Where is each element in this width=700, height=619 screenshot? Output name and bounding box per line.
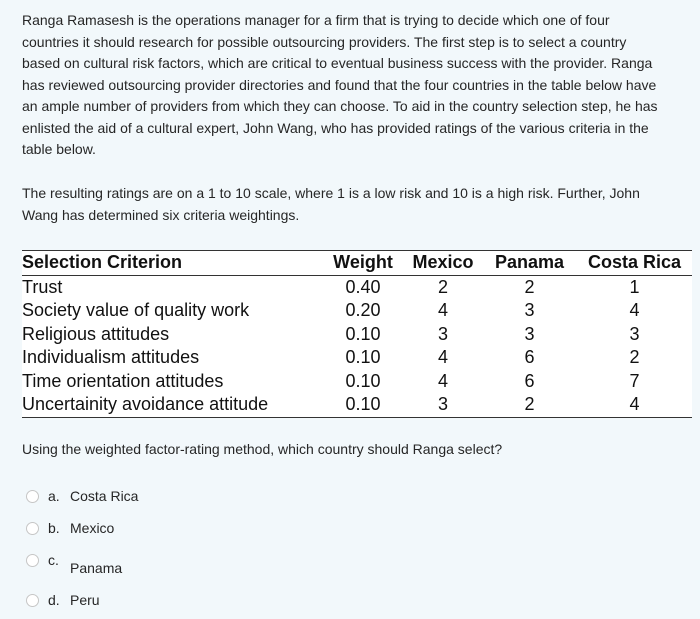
weight-cell: 0.10 [345, 347, 381, 367]
table-row [22, 323, 692, 347]
option-label: Panama [70, 560, 123, 576]
criterion-name: Trust [22, 276, 63, 297]
header-costa-rica: Costa Rica [577, 251, 692, 276]
weight-cell: 0.10 [345, 370, 381, 391]
costa-rica-cell: 4 [629, 300, 640, 320]
weight-cell: 0.10 [345, 323, 381, 344]
option-letter: a. [48, 488, 60, 504]
costa-rica-cell: 2 [629, 347, 640, 367]
ratings-paragraph: The resulting ratings are on a 1 to 10 scale, where 1 is a low risk and 10 is a high risk. Further, John Wang has determined six criteria weightings. [22, 185, 640, 223]
radio-circle-icon[interactable] [26, 490, 39, 503]
costa-rica-cell: 4 [577, 393, 692, 417]
radio-circle-icon[interactable] [26, 554, 39, 567]
header-selection-criterion: Selection Criterion [22, 251, 322, 276]
option-label: Peru [70, 592, 100, 608]
mexico-cell: 3 [404, 393, 482, 417]
intro-paragraph: Ranga Ramasesh is the operations manager for a firm that is trying to decide which one of four countries it should research for possible outsourcing providers. The first step is to select a country based on cultural risk factors, which are critical to eventual business success with the provider. Ranga has reviewed outsourcing provider directories and found that the four countries in the table below have an ample number of providers from which they can choose. To aid in the country selection step, he has enlisted the aid of a cultural expert, John Wang, who has provided ratings of the various criteria in the table below. [22, 12, 658, 157]
mexico-cell: 4 [437, 300, 448, 320]
table-header-row [22, 251, 692, 276]
option-c[interactable] [26, 552, 123, 579]
panama-cell: 6 [524, 370, 535, 391]
radio-circle-icon[interactable] [26, 594, 39, 607]
costa-rica-cell: 1 [629, 276, 640, 297]
criterion-name: Time orientation attitudes [22, 370, 224, 391]
mexico-cell: 3 [437, 323, 448, 344]
option-b[interactable] [26, 517, 114, 539]
weight-cell: 0.40 [345, 276, 381, 297]
criterion-name: Society value of quality work [22, 300, 250, 320]
header-panama: Panama [482, 251, 577, 276]
table-row [22, 275, 692, 299]
criterion-name: Individualism attitudes [22, 347, 200, 367]
option-letter: b. [48, 520, 60, 536]
mexico-cell: 4 [437, 347, 448, 367]
panama-cell: 3 [524, 300, 535, 320]
header-weight: Weight [322, 251, 404, 276]
criterion-name: Religious attitudes [22, 323, 170, 344]
criteria-table-container [22, 250, 692, 418]
criteria-table [22, 250, 692, 418]
option-label: Mexico [70, 520, 115, 536]
table-row [22, 346, 692, 370]
panama-cell: 6 [524, 347, 535, 367]
panama-cell: 2 [482, 393, 577, 417]
panama-cell: 2 [524, 276, 535, 297]
radio-circle-icon[interactable] [26, 522, 39, 535]
table-row [22, 393, 692, 417]
option-d[interactable] [26, 589, 100, 611]
option-label: Costa Rica [70, 488, 139, 504]
option-letter: c. [48, 552, 59, 568]
table-row [22, 299, 692, 323]
mexico-cell: 4 [437, 370, 448, 391]
question-text: Using the weighted factor-rating method, which country should Ranga select? [22, 441, 503, 457]
mexico-cell: 2 [437, 276, 448, 297]
costa-rica-cell: 3 [629, 323, 640, 344]
weight-cell: 0.20 [345, 300, 381, 320]
header-mexico: Mexico [404, 251, 482, 276]
table-row [22, 370, 692, 394]
costa-rica-cell: 7 [629, 370, 640, 391]
panama-cell: 3 [524, 323, 535, 344]
criterion-name: Uncertainity avoidance attitude [22, 393, 322, 417]
weight-cell: 0.10 [322, 393, 404, 417]
option-letter: d. [48, 592, 60, 608]
option-a[interactable] [26, 485, 138, 507]
